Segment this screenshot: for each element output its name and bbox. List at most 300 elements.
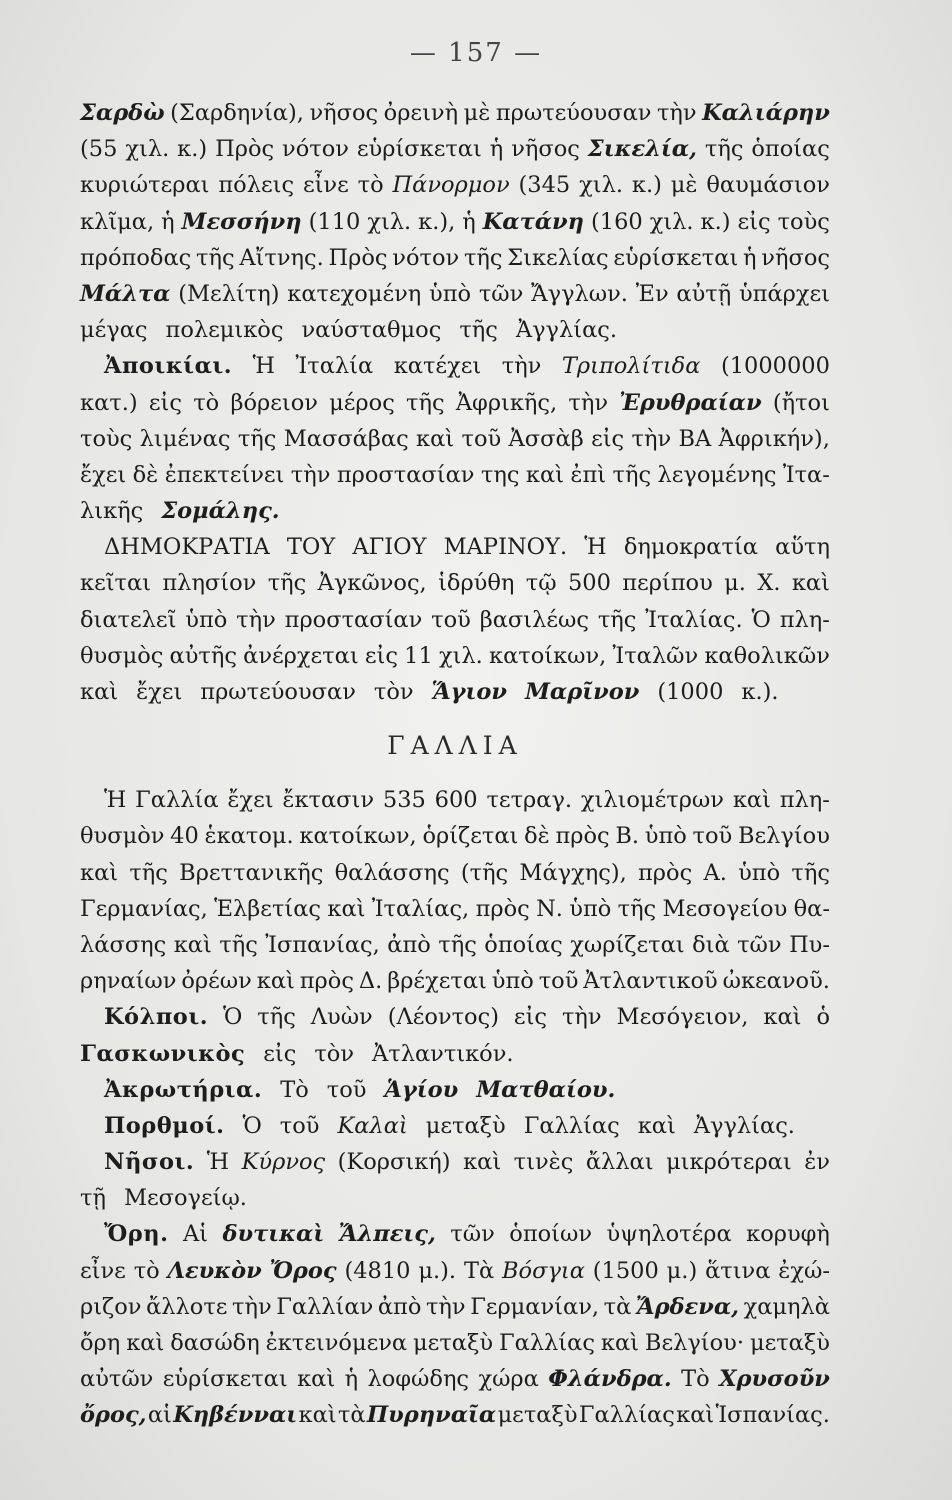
word: μεταξὺ	[425, 1112, 506, 1139]
word: καὶ	[173, 931, 212, 958]
word: πλησίον	[162, 570, 257, 597]
text-line	[80, 1253, 830, 1289]
word: νῆσος	[761, 244, 830, 271]
word: ΤΟΥ	[286, 534, 336, 561]
word: Ἰταλίας.	[645, 606, 743, 633]
word: λάσσης	[80, 931, 167, 958]
word: ἅτινα	[705, 1257, 771, 1284]
word: Ἄρδενα,	[635, 1293, 739, 1320]
word: τοὺς	[777, 208, 830, 235]
word: πρωτεύουσαν	[495, 100, 652, 126]
word: κ.)	[631, 172, 662, 199]
word: νῆσος	[511, 136, 580, 163]
word: Πυ-	[789, 931, 830, 958]
word: καὶ	[637, 1112, 676, 1139]
word: καὶ	[676, 1402, 715, 1429]
word: ὁ	[816, 1004, 830, 1031]
word: Ἀσσὰβ	[508, 425, 584, 452]
word: τοῦ	[461, 425, 502, 452]
word: Πυρηναῖα	[366, 1402, 497, 1429]
word: μ.).	[418, 1257, 457, 1284]
word: τῆς	[129, 859, 168, 886]
text-line	[80, 638, 830, 674]
text-line	[80, 1216, 830, 1252]
word: τῆς	[704, 136, 744, 163]
word: Γερμανίας,	[80, 895, 208, 922]
word: κατοίκων,	[489, 642, 607, 669]
word: Ἀτλαντικοῦ	[583, 968, 718, 995]
word: λιμένας	[139, 425, 231, 452]
word: Τριπολίτιδα	[561, 353, 701, 380]
word: μ.)	[666, 1257, 698, 1284]
word: Πρὸς	[328, 244, 388, 271]
word: Ἀφρικῆς,	[455, 389, 558, 416]
text-line	[80, 1361, 830, 1397]
word: τὰ	[603, 1293, 632, 1320]
word: εἰς	[364, 642, 398, 669]
word: δημοκρατία	[623, 534, 758, 561]
word: ἔχει	[80, 461, 127, 488]
text-line	[80, 385, 830, 421]
word: κλῖμα,	[80, 208, 155, 235]
word: τῆς	[463, 244, 503, 271]
word: διὰ	[692, 931, 730, 958]
word: 535	[382, 787, 426, 814]
word: δὲ	[524, 823, 550, 850]
text-line	[80, 891, 830, 927]
word: αὐτῶν	[80, 1366, 154, 1393]
word: τῷ	[525, 570, 557, 597]
text-line	[80, 529, 830, 565]
word: μέρος	[329, 389, 395, 416]
word: ἱδρύθη	[438, 570, 515, 597]
word: αὐτῇ	[676, 280, 732, 307]
word: ἡ	[743, 244, 757, 271]
word: τῶν	[450, 1221, 495, 1248]
word: πρὸς	[299, 968, 354, 995]
word: Γαλλίας	[523, 1112, 620, 1139]
word: αἱ	[147, 1402, 172, 1429]
word: κορυφὴ	[746, 1221, 830, 1248]
word: τῇ	[80, 1185, 106, 1212]
word: Μασσάβας	[283, 425, 409, 452]
text-line	[80, 167, 830, 203]
word: τὸν	[314, 1040, 355, 1067]
word: προστασίαν	[336, 461, 475, 488]
word: καὶ	[791, 570, 830, 597]
word: (Λέοντος)	[387, 1004, 499, 1031]
word: ναύσταθμος	[301, 317, 442, 344]
word: ὑπὸ	[644, 823, 687, 850]
word: Τὸ	[280, 1076, 309, 1103]
word: Βόσγια	[502, 1257, 585, 1284]
word: εὑρίσκεται	[356, 136, 482, 163]
word: νότον	[392, 244, 460, 271]
word: Σικελία,	[587, 136, 697, 163]
word: βόρειον	[230, 389, 318, 416]
word: Β.	[615, 823, 640, 850]
word: της	[480, 461, 520, 488]
word: τῶν	[478, 280, 524, 307]
word: (Σαρδηνία),	[170, 100, 304, 126]
word: τῆς	[459, 317, 498, 344]
word: 500	[567, 570, 611, 597]
word: ὄρη	[80, 1330, 121, 1356]
word: κ.).	[741, 679, 779, 705]
word: ἐπεκτείνει	[164, 461, 285, 488]
word: ΒΑ	[678, 425, 712, 452]
text-line	[80, 1108, 830, 1144]
word: Ἐν	[635, 280, 669, 307]
word: Κύρνος	[241, 1149, 326, 1176]
word: Σικελίας	[507, 244, 609, 271]
word: Ἀκρωτήρια.	[104, 1076, 263, 1103]
word: καὶ	[80, 859, 119, 886]
word: θυσμὸς	[80, 642, 164, 669]
text-line	[80, 421, 830, 457]
word: Χρυσοῦν	[719, 1366, 830, 1393]
word: Καλιάρην	[702, 100, 830, 126]
word: ἑκατομ.	[204, 823, 294, 850]
word: καὶ	[297, 1366, 336, 1393]
word: κατέχει	[393, 353, 482, 380]
word: καὶ	[126, 1330, 165, 1356]
word: εἰς	[591, 425, 625, 452]
word: Σαρδὼ	[80, 100, 165, 126]
word: δασώδη	[170, 1330, 260, 1356]
word: ἀνέρχεται	[243, 642, 359, 669]
word: καὶ	[600, 1330, 639, 1356]
word: τοῦ	[279, 1112, 320, 1139]
word: ἔκτασιν	[282, 787, 375, 814]
word: χώρα	[478, 1366, 539, 1393]
word: Ἐρυθραίαν	[619, 389, 762, 416]
word: νότον	[282, 136, 349, 163]
word: αὐτῆς	[169, 642, 237, 669]
word: τὴν	[290, 461, 331, 488]
word: κατεχομένη	[287, 280, 422, 307]
word: νῆσος	[309, 100, 379, 126]
word: Χ.	[757, 570, 781, 597]
word: Ἰταλία	[295, 353, 374, 380]
word: (1000000	[720, 353, 830, 380]
word: μέγας	[80, 317, 148, 344]
word: τῶν	[737, 931, 782, 958]
word: (160	[591, 208, 643, 235]
word: ὄρος,	[80, 1402, 147, 1429]
word: κ.)	[700, 208, 731, 235]
word: ΜΑΡΙΝΟΥ.	[443, 534, 568, 561]
word: τῆς	[219, 931, 258, 958]
word: Ἀφρικήν),	[718, 425, 830, 452]
word: Μεσογείου	[662, 895, 788, 922]
word: τὴν	[561, 1004, 602, 1031]
word: τὸ	[357, 172, 384, 199]
word: καὶ	[732, 787, 771, 814]
word: τὴν	[631, 425, 672, 452]
word: ὑπάρχει	[739, 280, 830, 307]
word: καὶ	[298, 1402, 337, 1429]
text-line	[80, 855, 830, 891]
word: ΔΗΜΟΚΡΑΤΙΑ	[104, 534, 270, 561]
word: κ.)	[177, 136, 208, 163]
word: ὀρέων	[181, 968, 252, 995]
word: Γερμανίαν,	[470, 1293, 600, 1320]
word: εἰς	[513, 1004, 548, 1031]
word: Ἰσπανίας,	[265, 931, 380, 958]
word: Βελγίου	[737, 823, 830, 850]
word: εἰς	[148, 389, 182, 416]
word: κατ.)	[80, 389, 138, 416]
word: Ὁ	[223, 1004, 243, 1031]
word: μεταξὺ	[413, 1330, 494, 1356]
word: περίπου	[622, 570, 713, 597]
text-line	[80, 1144, 830, 1180]
word: Πορθμοί.	[104, 1112, 225, 1139]
word: Ὄρη.	[104, 1221, 169, 1248]
word: πρωτεύουσαν	[200, 679, 356, 705]
word: ριζον	[80, 1293, 142, 1320]
word: βασιλέως	[479, 606, 589, 633]
word: πρὸς	[475, 895, 530, 922]
word: δυτικαὶ	[222, 1221, 325, 1248]
word: ὑπὸ	[738, 859, 781, 886]
word: ὑπὸ	[185, 606, 228, 633]
word: καὶ	[256, 968, 295, 995]
word: Ἡ	[584, 534, 607, 561]
section-title: ΓΑΛΛΙΑ	[387, 731, 523, 761]
word: μεταξὺ	[749, 1330, 830, 1356]
word: πλη-	[779, 606, 830, 633]
page-text	[80, 95, 830, 1434]
word: τὴν	[656, 100, 697, 126]
word: κ.),	[418, 208, 456, 235]
word: πρὸς	[555, 823, 610, 850]
word: Αἴτνης.	[239, 244, 324, 271]
word: δὲ	[132, 461, 159, 488]
word: εὑρίσκεται	[613, 244, 739, 271]
text-line	[80, 348, 830, 384]
word: εἰς	[737, 208, 771, 235]
word: Ἰταλίας,	[371, 895, 470, 922]
word: τὰ	[337, 1402, 366, 1429]
word: ἐκτεινόμενα	[265, 1330, 408, 1356]
text-line	[80, 240, 830, 276]
word: προστασίαν	[284, 606, 423, 633]
word: Ματθαίου.	[476, 1076, 616, 1103]
word: καὶ	[416, 425, 455, 452]
word: ὑψηλοτέρα	[606, 1221, 732, 1248]
word: Πάνορμον	[392, 172, 510, 199]
word: Γαλλίαν	[276, 1293, 374, 1320]
word: κυριώτεραι	[80, 172, 210, 199]
word: μ.	[724, 570, 746, 597]
word: βρέχεται	[387, 968, 487, 995]
word: Ὁ	[242, 1112, 262, 1139]
word: λικῆς	[80, 498, 144, 525]
word: μεταξὺ	[497, 1402, 578, 1429]
word: Ἰταλῶν	[612, 642, 699, 669]
word: μὲ	[463, 100, 491, 126]
word: τετραγ.	[486, 787, 573, 814]
text-line	[80, 493, 830, 529]
word: θαυμάσιον	[706, 172, 830, 199]
word: (345	[518, 172, 571, 199]
text-line	[80, 131, 830, 167]
word: (Κορσική)	[337, 1149, 451, 1176]
word: τῆς	[257, 1004, 296, 1031]
word: πρὸς	[638, 859, 693, 886]
text-line	[80, 1180, 830, 1216]
text-line	[80, 95, 830, 131]
word: ἡ	[344, 1366, 359, 1393]
word: Ἑλβετίας	[214, 895, 322, 922]
word: Πρὸς	[215, 136, 275, 163]
word: ὀρεινὴ	[383, 100, 459, 126]
word: ὑπὸ	[491, 968, 534, 995]
word: Μεσόγειον,	[616, 1004, 749, 1031]
word: Γαλλίας	[578, 1402, 675, 1429]
word: 40	[170, 823, 199, 850]
word: Ν.	[536, 895, 563, 922]
word: θαλάσσης	[334, 859, 450, 886]
word: Μάγχης),	[519, 859, 627, 886]
word: τῆς	[612, 461, 652, 488]
word: θα-	[793, 895, 830, 922]
word: (4810	[344, 1257, 411, 1284]
word: εἶνε	[80, 1257, 126, 1284]
word: τὴν	[232, 1293, 272, 1320]
word: πλη-	[779, 787, 830, 814]
word: Τὰ	[463, 1257, 495, 1284]
word: Φλάνδρα.	[548, 1366, 672, 1393]
word: ἡ	[462, 208, 476, 235]
word: (Μελίτη)	[178, 280, 280, 307]
word: Ἱσπανίας.	[715, 1402, 830, 1429]
word: χιλ.	[649, 208, 694, 235]
word: ἡ	[161, 208, 175, 235]
word: ὑπὸ	[569, 895, 612, 922]
word: τὴν	[501, 353, 542, 380]
word: τοῦ	[326, 1076, 367, 1103]
word: χωρίζεται	[570, 931, 685, 958]
word: τοῦ	[692, 823, 733, 850]
word: ἡ	[489, 136, 504, 163]
word: τῆς	[237, 425, 277, 452]
word: τινὲς	[513, 1149, 574, 1176]
word: τῆς	[267, 570, 307, 597]
word: Ἄλπεις,	[338, 1221, 436, 1248]
word: Ὄρος	[269, 1257, 337, 1284]
word: μικρότεραι	[666, 1149, 792, 1176]
word: τῆς	[791, 859, 830, 886]
word: Βρεττανικῆς	[179, 859, 324, 886]
word: ρηναίων	[80, 968, 177, 995]
word: (ἤτοι	[772, 389, 830, 416]
word: ἄλλαι	[585, 1149, 654, 1176]
word: λοφώδης	[367, 1366, 470, 1393]
word: Κατάνη	[482, 208, 585, 235]
text-line	[80, 565, 830, 601]
word: καθολικῶν	[704, 642, 830, 669]
word: Ἄγγλων.	[531, 280, 628, 307]
word: μὲ	[670, 172, 698, 199]
word: ἐπὶ	[570, 461, 607, 488]
word: Βελγίου·	[644, 1330, 745, 1356]
word: διατελεῖ	[80, 606, 177, 633]
word: Ἡ	[104, 787, 127, 814]
word: Κόλποι.	[104, 1004, 209, 1031]
text-line	[80, 1397, 830, 1433]
word: αὕτη	[775, 534, 830, 561]
word: ὁποίας	[751, 136, 830, 163]
word: Γαλλία	[135, 787, 219, 814]
word: 600	[434, 787, 478, 814]
text-line	[80, 312, 830, 348]
word: τῆς	[196, 244, 235, 271]
word: τῆς	[597, 606, 637, 633]
word: (110	[308, 208, 361, 235]
word: ἐχώ-	[778, 1257, 830, 1284]
word: χιλ.	[367, 208, 412, 235]
word: Ἡ	[252, 353, 275, 380]
word: ὠκεανοῦ.	[722, 968, 830, 995]
word: Μεσογείῳ.	[123, 1185, 247, 1212]
word: Μάλτα	[80, 280, 171, 307]
word: Ὁ	[751, 606, 771, 633]
word: Ἀγγλίας.	[515, 317, 618, 344]
word: Καλαὶ	[337, 1112, 408, 1139]
word: (1000	[657, 679, 724, 705]
text-line	[80, 276, 830, 312]
word: Ἀτλαντικόν.	[372, 1040, 514, 1067]
word: Λευκὸν	[167, 1257, 262, 1284]
word: θυσμὸν	[80, 823, 165, 850]
word: χαμηλὰ	[743, 1293, 830, 1320]
word: ὁποίων	[509, 1221, 593, 1248]
word: τοὺς	[80, 425, 133, 452]
word: τῆς	[438, 931, 477, 958]
word: Λυὼν	[310, 1004, 373, 1031]
word: (1500	[592, 1257, 659, 1284]
word: Γαλλίας	[498, 1330, 595, 1356]
word: χιλ.	[125, 136, 170, 163]
word: Τὸ	[681, 1366, 710, 1393]
text-line	[80, 1036, 830, 1072]
word: Ἡ	[206, 1149, 230, 1176]
word: καὶ	[525, 461, 564, 488]
word: χιλ.	[438, 642, 483, 669]
word: τὴν	[236, 606, 276, 633]
word: Κηβένναι	[173, 1402, 298, 1429]
text-line	[80, 602, 830, 638]
text-line	[80, 1325, 830, 1361]
text-line	[80, 999, 830, 1035]
word: καὶ	[327, 895, 366, 922]
word: χιλιομέτρων	[580, 787, 724, 814]
word: ἔχει	[227, 787, 274, 814]
text-line	[80, 818, 830, 854]
word: ἀπὸ	[387, 931, 431, 958]
word: ὁποίας	[484, 931, 563, 958]
page-number: — 157 —	[409, 38, 543, 68]
text-line	[80, 674, 830, 710]
text-line	[80, 457, 830, 493]
word: Ἀγκῶνος,	[317, 570, 427, 597]
word: Μαρῖνον	[525, 679, 640, 705]
word: Γασκωνικὸς	[80, 1040, 246, 1067]
word: χιλ.	[579, 172, 623, 199]
